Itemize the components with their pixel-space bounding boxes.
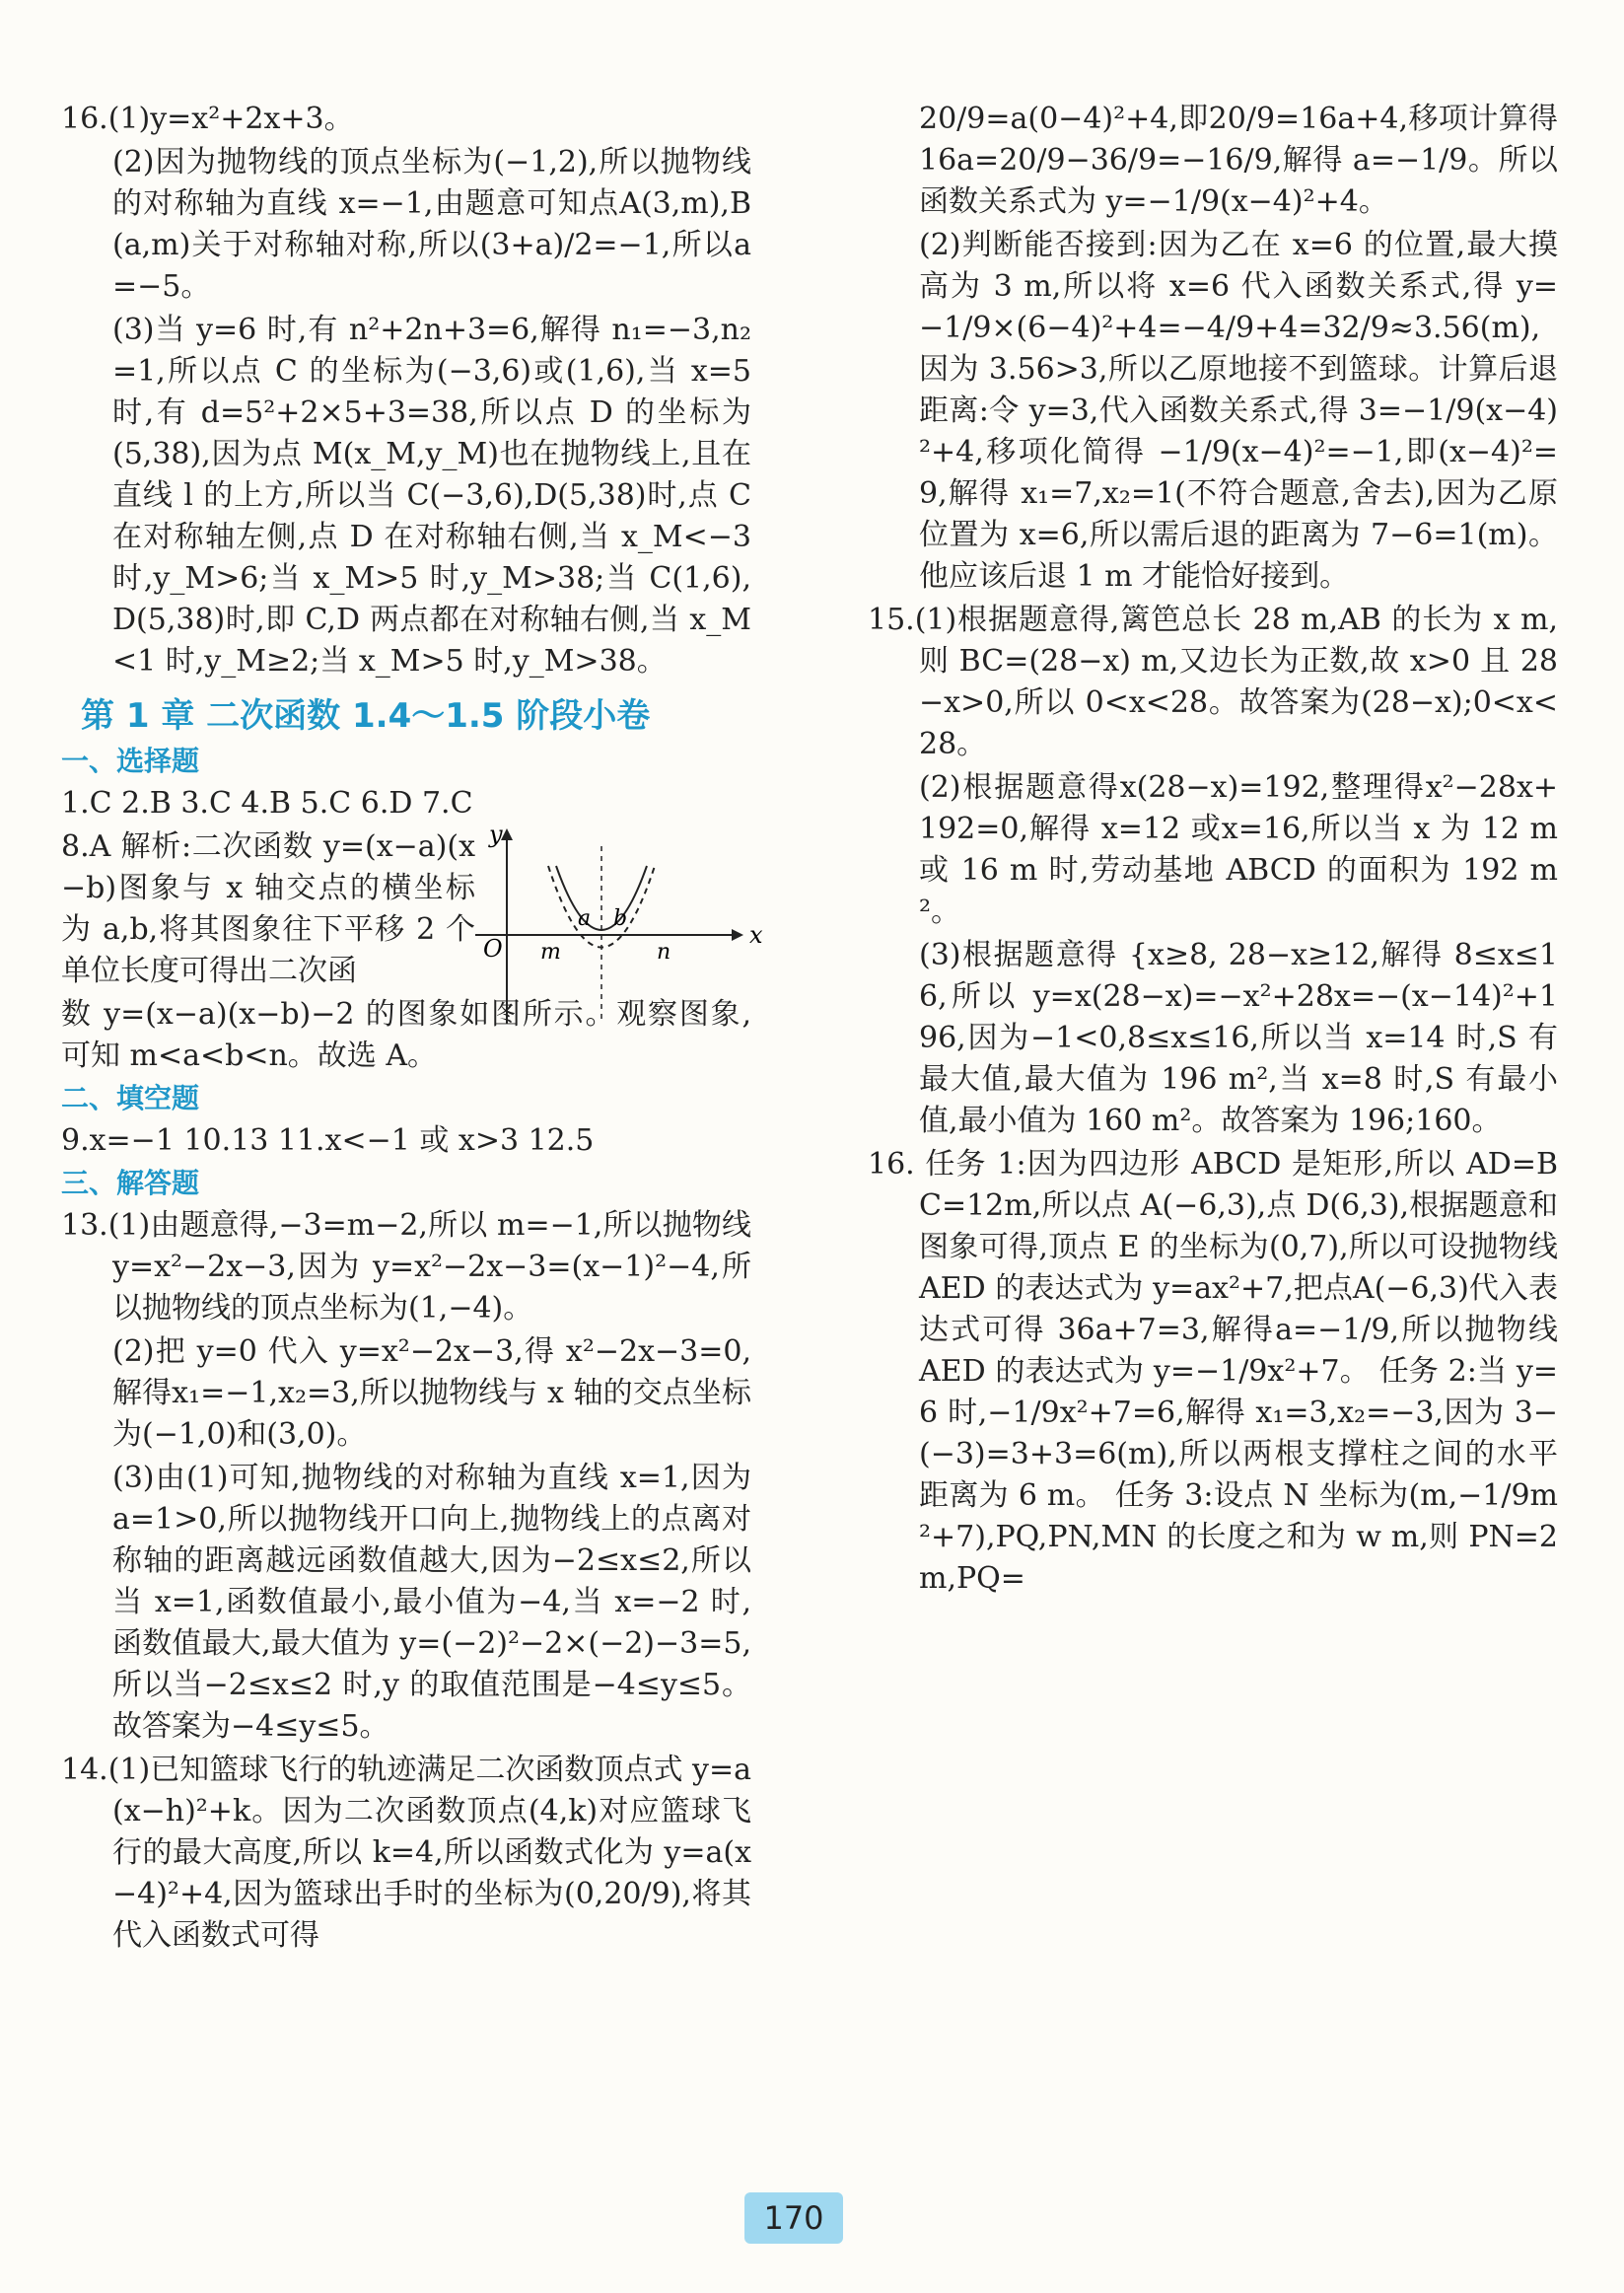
- section-choice-heading: 一、选择题: [61, 745, 200, 777]
- origin-label: O: [483, 935, 503, 963]
- section-fill-heading: 二、填空题: [61, 1082, 200, 1114]
- q16-part1: 16.(1)y=x²+2x+3。: [61, 102, 354, 136]
- x-axis-arrow: [732, 929, 743, 941]
- y-axis-label: y: [489, 821, 503, 848]
- q15-part3: (3)根据题意得 {x≥8, 28−x≥12,解得 8≤x≤16,所以 y=x(28−x)=−x²+28x=−(x−14)²+196,因为−1<0,8≤x≤16,所以当 x=14 时,S 有最大值,最大值为 196 m²,当 x=8 时,S 有最小值,最小值为 160 m²。故答案为 196;160。: [919, 938, 1558, 1138]
- fill-answers: 9.x=−1 10.13 11.x<−1 或 x>3 12.5: [61, 1123, 595, 1158]
- label-b: b: [613, 906, 628, 931]
- choice-answers: 1.C 2.B 3.C 4.B 5.C 6.D 7.C: [61, 786, 473, 821]
- q15-part1: 15.(1)根据题意得,篱笆总长 28 m,AB 的长为 x m,则 BC=(28−x) m,又边长为正数,故 x>0 且 28−x>0,所以 0<x<28。故答案为(28−x);0<x<28。: [868, 603, 1558, 761]
- q8-block: [61, 821, 763, 992]
- label-m: m: [540, 940, 561, 965]
- q14-part1-start: 14.(1)已知篮球飞行的轨迹满足二次函数顶点式 y=a(x−h)²+k。因为二次函数顶点(4,k)对应篮球飞行的最大高度,所以 k=4,所以函数式化为 y=a(x−4)²+4,因为篮球出手时的坐标为(0,20/9),将其代入函数式可得: [61, 1753, 751, 1953]
- q16-part2: (2)因为抛物线的顶点坐标为(−1,2),所以抛物线的对称轴为直线 x=−1,由题意可知点A(3,m),B(a,m)关于对称轴对称,所以(3+a)/2=−1,所以a=−5。: [112, 145, 751, 304]
- q14-part2: (2)判断能否接到:因为乙在 x=6 的位置,最大摸高为 3 m,所以将 x=6 代入函数关系式,得 y=−1/9×(6−4)²+4=−4/9+4=32/9≈3.56(m),因为 3.56>3,所以乙原地接不到篮球。计算后退距离:令 y=3,代入函数关系式,得 3=−1/9(x−4)²+4,移项化简得 −1/9(x−4)²=−1,即(x−4)²=9,解得 x₁=7,x₂=1(不符合题意,舍去),因为乙原位置为 x=6,所以需后退的距离为 7−6=1(m)。他应该后退 1 m 才能恰好接到。: [919, 228, 1558, 594]
- q13-part1: 13.(1)由题意得,−3=m−2,所以 m=−1,所以抛物线 y=x²−2x−3,因为 y=x²−2x−3=(x−1)²−4,所以抛物线的顶点坐标为(1,−4)。: [61, 1208, 751, 1326]
- section-solve-heading: 三、解答题: [61, 1167, 200, 1199]
- q16-part3: (3)当 y=6 时,有 n²+2n+3=6,解得 n₁=−3,n₂=1,所以点 C 的坐标为(−3,6)或(1,6),当 x=5 时,有 d=5²+2×5+3=38,所以点 D 的坐标为(5,38),因为点 M(x_M,y_M)也在抛物线上,且在直线 l 的上方,所以当 C(−3,6),D(5,38)时,点 C 在对称轴左侧,点 D 在对称轴右侧,当 x_M<−3 时,y_M>6;当 x_M>5 时,y_M>38;当 C(1,6),D(5,38)时,即 C,D 两点都在对称轴右侧,当 x_M<1 时,y_M≥2;当 x_M>5 时,y_M>38。: [112, 313, 751, 679]
- q13-part3: (3)由(1)可知,抛物线的对称轴为直线 x=1,因为 a=1>0,所以抛物线开口向上,抛物线上的点离对称轴的距离越远函数值越大,因为−2≤x≤2,所以当 x=1,函数值最小,最小值为−4,当 x=−2 时,函数值最大,最大值为 y=(−2)²−2×(−2)−3=5,所以当−2≤x≤2 时,y 的取值范围是−4≤y≤5。故答案为−4≤y≤5。: [112, 1461, 751, 1744]
- x-axis-label: x: [749, 921, 763, 949]
- q8-text-continued: 数 y=(x−a)(x−b)−2 的图象如图所示。观察图象,可知 m<a<b<n。故选 A。: [61, 997, 751, 1073]
- q16-tasks: 16. 任务 1:因为四边形 ABCD 是矩形,所以 AD=BC=12m,所以点 A(−6,3),点 D(6,3),根据题意和图象可得,顶点 E 的坐标为(0,7),所以可设抛物线 AED 的表达式为 y=ax²+7,把点A(−6,3)代入表达式可得 36a+7=3,解得a=−1/9,所以抛物线 AED 的表达式为 y=−1/9x²+7。 任务 2:当 y=6 时,−1/9x²+7=6,解得 x₁=3,x₂=−3,因为 3−(−3)=3+3=6(m),所以两根支撑柱之间的水平距离为 6 m。 任务 3:设点 N 坐标为(m,−1/9m²+7),PQ,PN,MN 的长度之和为 w m,则 PN=2m,PQ=: [868, 1147, 1558, 1596]
- y-axis-arrow: [501, 828, 513, 840]
- label-n: n: [657, 940, 671, 965]
- q8-text: 8.A 解析:二次函数 y=(x−a)(x−b)图象与 x 轴交点的横坐标为 a,b,将其图象往下平移 2 个单位长度可得出二次函: [61, 829, 475, 988]
- q15-part2: (2)根据题意得x(28−x)=192,整理得x²−28x+192=0,解得 x=12 或x=16,所以当 x 为 12 m 或 16 m 时,劳动基地 ABCD 的面积为 192 m²。: [919, 770, 1558, 929]
- page-number: 170: [744, 2192, 843, 2244]
- q13-part2: (2)把 y=0 代入 y=x²−2x−3,得 x²−2x−3=0,解得x₁=−1,x₂=3,所以抛物线与 x 轴的交点坐标为(−1,0)和(3,0)。: [112, 1334, 751, 1452]
- parabola-figure: [475, 821, 763, 1034]
- label-a: a: [578, 906, 592, 931]
- right-column: [868, 99, 1558, 1602]
- left-column: [61, 99, 763, 1959]
- chapter-title: 第 1 章 二次函数 1.4～1.5 阶段小卷: [81, 696, 651, 736]
- q14-part1-continued: 20/9=a(0−4)²+4,即20/9=16a+4,移项计算得 16a=20/9−36/9=−16/9,解得 a=−1/9。所以函数关系式为 y=−1/9(x−4)²+4。: [919, 102, 1558, 219]
